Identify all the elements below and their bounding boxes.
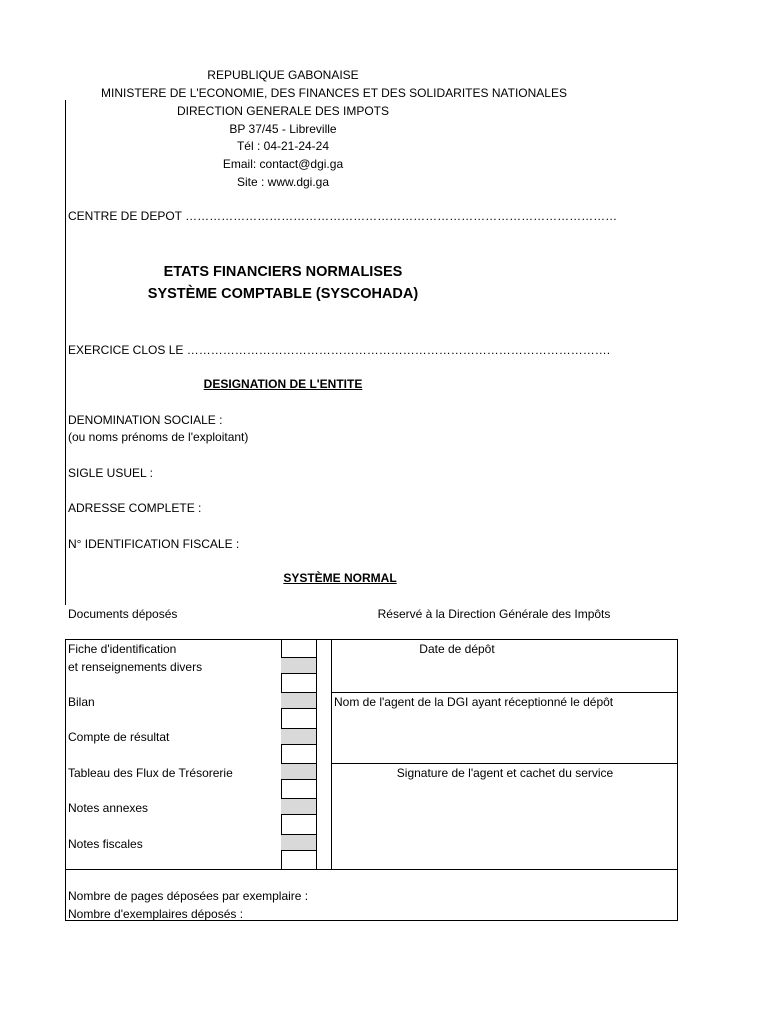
header-republic: REPUBLIQUE GABONAISE: [207, 68, 359, 82]
checkbox-fiche[interactable]: [281, 657, 316, 674]
designation-heading: DESIGNATION DE L'ENTITE: [203, 377, 363, 391]
doc-notes-fiscales: Notes fiscales: [68, 837, 143, 851]
documents-heading: Documents déposés: [68, 607, 178, 621]
centre-depot-field: CENTRE DE DEPOT ………………………………………………………………………………………………: [68, 209, 618, 223]
checkbox-compte-resultat[interactable]: [281, 728, 316, 745]
denomination-label: DENOMINATION SOCIALE :: [68, 413, 223, 427]
reserve-heading: Réservé à la Direction Générale des Impôts: [377, 607, 611, 621]
header-site: Site : www.dgi.ga: [236, 175, 330, 189]
header-direction: DIRECTION GENERALE DES IMPOTS: [176, 104, 390, 118]
adresse-label: ADRESSE COMPLETE :: [68, 501, 202, 515]
exercice-field: EXERCICE CLOS LE …………………………………………………………………………………………….: [68, 343, 611, 357]
left-margin-line: [65, 100, 66, 605]
document-title-line1: ETATS FINANCIERS NORMALISES: [163, 264, 403, 280]
header-ministry: MINISTERE DE L'ECONOMIE, DES FINANCES ET DES SOLIDARITES NATIONALES: [101, 86, 567, 100]
reserve-col-left-border: [331, 639, 332, 869]
checkbox-flux-tresorerie[interactable]: [281, 763, 316, 780]
header-tel: Tél : 04-21-24-24: [236, 139, 330, 153]
reserve-divider-2: [331, 763, 678, 764]
deposit-table: [65, 639, 678, 921]
reserve-signature: Signature de l'agent et cachet du service: [396, 766, 614, 780]
checkbox-bilan[interactable]: [281, 692, 316, 709]
sigle-label: SIGLE USUEL :: [68, 466, 153, 480]
doc-compte-resultat: Compte de résultat: [68, 730, 170, 744]
checkbox-notes-fiscales[interactable]: [281, 834, 316, 851]
footer-pages-label: Nombre de pages déposées par exemplaire :: [68, 889, 309, 903]
header-bp: BP 37/45 - Libreville: [229, 122, 337, 136]
doc-fiche-line2: et renseignements divers: [68, 660, 203, 674]
doc-fiche-line1: Fiche d'identification: [68, 642, 177, 656]
checkbox-col-right-border: [316, 639, 317, 869]
document-title-line2: SYSTÈME COMPTABLE (SYSCOHADA): [147, 286, 419, 302]
footer-exemplaires-label: Nombre d'exemplaires déposés :: [68, 907, 244, 921]
systeme-heading: SYSTÈME NORMAL: [283, 571, 397, 585]
header-email: Email: contact@dgi.ga: [222, 157, 344, 171]
checkbox-notes-annexes[interactable]: [281, 798, 316, 815]
reserve-date-depot: Date de dépôt: [419, 642, 495, 656]
reserve-agent-name: Nom de l'agent de la DGI ayant réceptionné le dépôt: [334, 695, 614, 709]
footer-divider: [65, 869, 678, 870]
doc-bilan: Bilan: [68, 695, 95, 709]
nif-label: N° IDENTIFICATION FISCALE :: [68, 537, 240, 551]
reserve-divider-1: [331, 692, 678, 693]
doc-notes-annexes: Notes annexes: [68, 801, 149, 815]
denomination-note: (ou noms prénoms de l'exploitant): [68, 430, 249, 444]
doc-flux-tresorerie: Tableau des Flux de Trésorerie: [68, 766, 233, 780]
